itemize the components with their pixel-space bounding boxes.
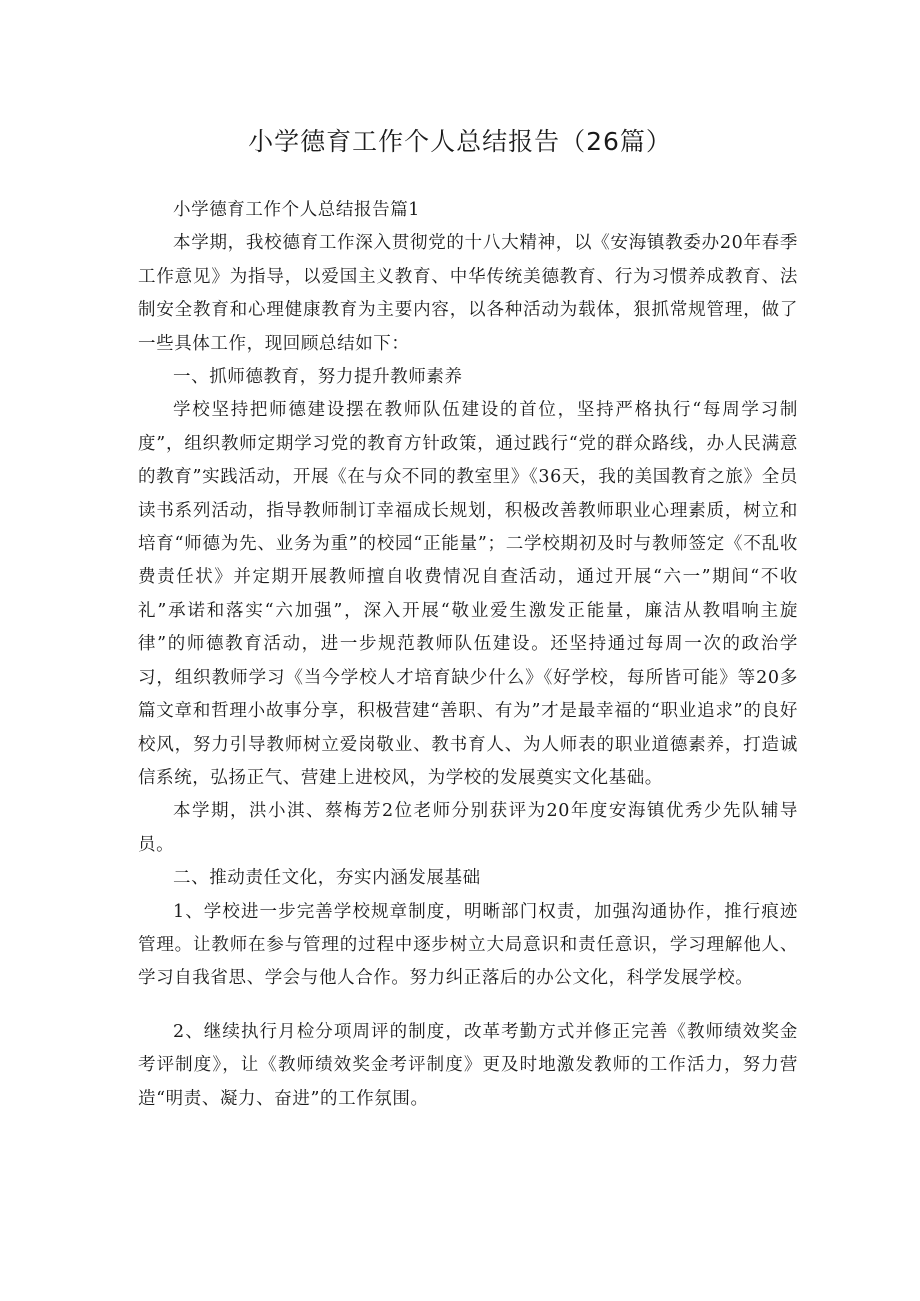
section-heading-1: 一、抓师德教育，努力提升教师素养 <box>173 367 463 388</box>
section-heading-article-1: 小学德育工作个人总结报告篇1 <box>173 200 421 220</box>
document-body <box>138 194 798 1116</box>
item-2-paragraph: 2、继续执行月检分项周评的制度，改革考勤方式并修正完善《教师绩效奖金考评制度》，让《教师绩效奖金考评制度》更及时地激发教师的工作活力，努力营造“明责、凝力、奋进”的工作氛围。 <box>138 1021 798 1109</box>
item-1-paragraph: 1、学校进一步完善学校规章制度，明晰部门权责，加强沟通协作，推行痕迹管理。让教师在参与管理的过程中逐步树立大局意识和责任意识，学习理解他人、学习自我省思、学会与他人合作。努力纠正落后的办公文化，科学发展学校。 <box>138 901 798 989</box>
intro-paragraph: 本学期，我校德育工作深入贯彻党的十八大精神，以《安海镇教委办20年春季工作意见》为指导，以爱国主义教育、中华传统美德教育、行为习惯养成教育、法制安全教育和心理健康教育为主要内容，以各种活动为载体，狠抓常规管理，做了一些具体工作，现回顾总结如下： <box>138 233 798 354</box>
document-title: 小学德育工作个人总结报告（26篇） <box>248 127 672 156</box>
section-heading-2: 二、推动责任文化，夯实内涵发展基础 <box>173 868 481 889</box>
teacher-ethics-paragraph: 学校坚持把师德建设摆在教师队伍建设的首位，坚持严格执行“每周学习制度”，组织教师定期学习党的教育方针政策，通过践行“党的群众路线，办人民满意的教育”实践活动，开展《在与众不同的教室里》《36天，我的美国教育之旅》全员读书系列活动，指导教师制订幸福成长规划，积极改善教师职业心理素质，树立和培育“师德为先、业务为重”的校园“正能量”；二学校期初及时与教师签定《不乱收费责任状》并定期开展教师擅自收费情况自查活动，通过开展“六一”期间“不收礼”承诺和落实“六加强”，深入开展“敬业爱生激发正能量，廉洁从教唱响主旋律”的师德教育活动，进一步规范教师队伍建设。还坚持通过每周一次的政治学习，组织教师学习《当今学校人才培育缺少什么》《好学校，每所皆可能》等20多篇文章和哲理小故事分享，积极营建“善职、有为”才是最幸福的“职业追求”的良好校风，努力引导教师树立爱岗敬业、教书育人、为人师表的职业道德素养，打造诚信系统，弘扬正气、营建上进校风，为学校的发展奠实文化基础。 <box>138 400 798 788</box>
award-paragraph: 本学期，洪小淇、蔡梅芳2位老师分别获评为20年度安海镇优秀少先队辅导员。 <box>138 801 798 855</box>
